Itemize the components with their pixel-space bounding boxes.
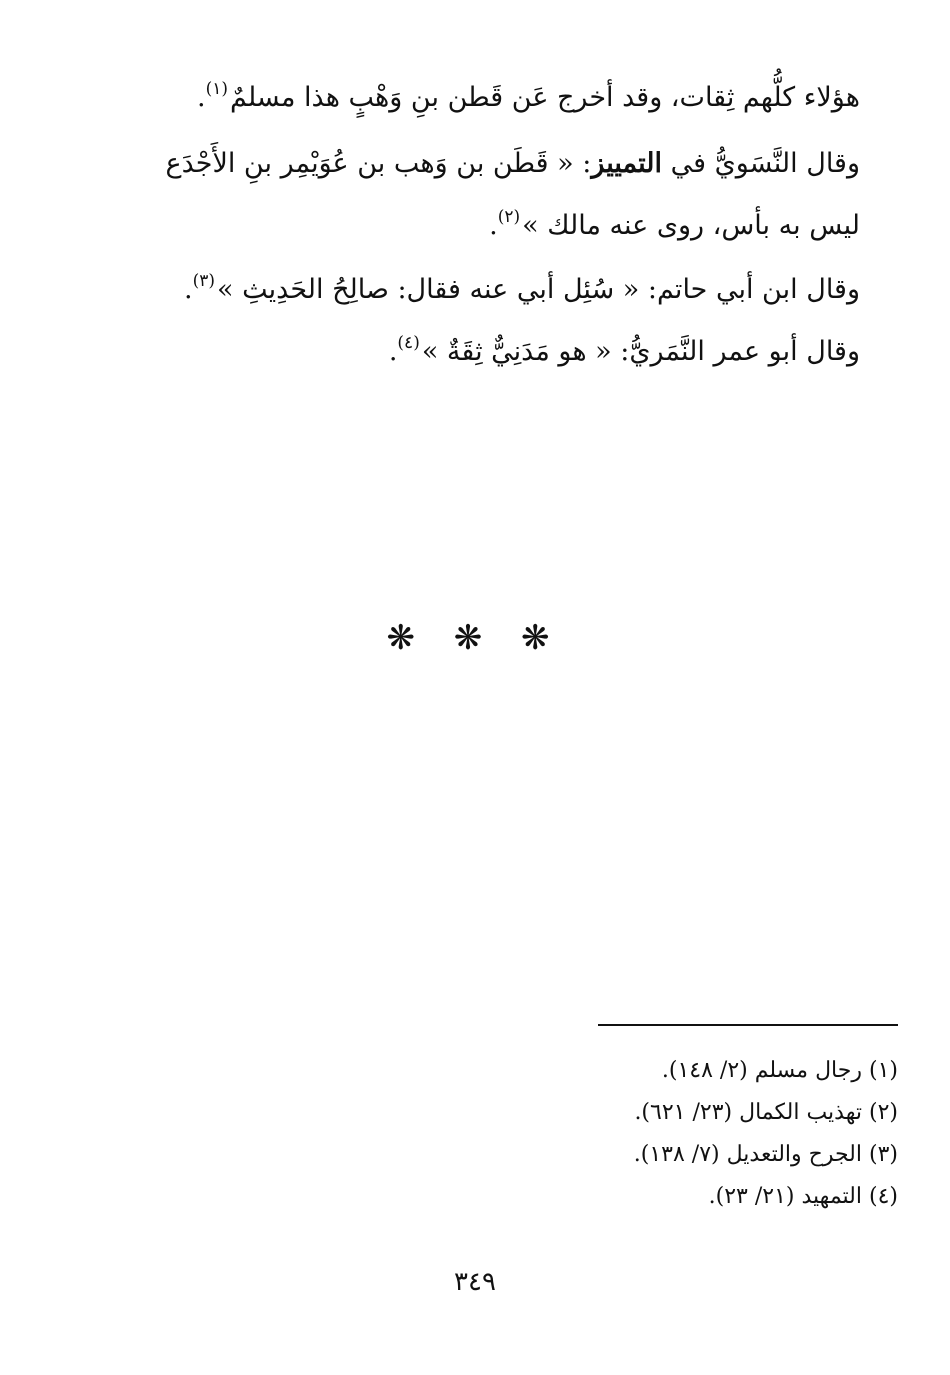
text-line-4-content: وقال ابن أبي حاتم: « سُئِل أبي عنه فقال: صالِحُ الحَدِيثِ » <box>217 274 860 305</box>
text-line-5 <box>389 332 860 375</box>
text-line-2-pre: وقال النَّسَويُّ في <box>662 148 860 179</box>
footnote-ref-4[interactable]: (٤) <box>397 333 420 353</box>
line-5-period: . <box>388 336 398 367</box>
footnote-1: (١) رجال مسلم (٢/ ١٤٨). <box>661 1058 898 1083</box>
line-1-period: . <box>197 82 206 113</box>
text-line-3 <box>489 206 860 249</box>
footnote-3: (٣) الجرح والتعديل (٧/ ١٣٨). <box>633 1142 898 1167</box>
footnote-ref-3[interactable]: (٣) <box>192 271 216 291</box>
footnote-ref-2[interactable]: (٢) <box>497 207 521 227</box>
text-line-2-post: : « قَطَن بن وَهب بن عُوَيْمِر بنِ الأَجْدَع <box>165 148 592 179</box>
text-line-2 <box>165 144 860 184</box>
footnotes <box>398 1050 898 1218</box>
asterism-separator: ❋ ❋ ❋ <box>386 618 564 658</box>
book-title-tamyiz: التمييز <box>591 148 662 179</box>
footnote-2: (٢) تهذيب الكمال (٢٣/ ٦٢١). <box>634 1100 898 1125</box>
text-line-4 <box>184 270 860 313</box>
footnote-4: (٤) التمهيد (٢١/ ٢٣). <box>708 1184 898 1209</box>
text-line-1 <box>197 78 860 121</box>
footnote-ref-1[interactable]: (١) <box>205 79 229 99</box>
line-4-period: . <box>184 274 193 305</box>
footnote-rule <box>598 1024 898 1026</box>
page-number: ٣٤٩ <box>454 1267 496 1297</box>
text-line-1-content: هؤلاء كلُّهم ثِقات، وقد أخرج عَن قَطن بنِ وَهْبٍ هذا مسلمٌ <box>230 82 860 113</box>
text-line-3-content: ليس به بأس، روى عنه مالك » <box>522 210 860 241</box>
line-3-period: . <box>489 210 498 241</box>
text-line-5-content: وقال أبو عمر النَّمَريُّ: « هو مَدَنِيٌّ ثِقَةٌ » <box>421 336 860 367</box>
